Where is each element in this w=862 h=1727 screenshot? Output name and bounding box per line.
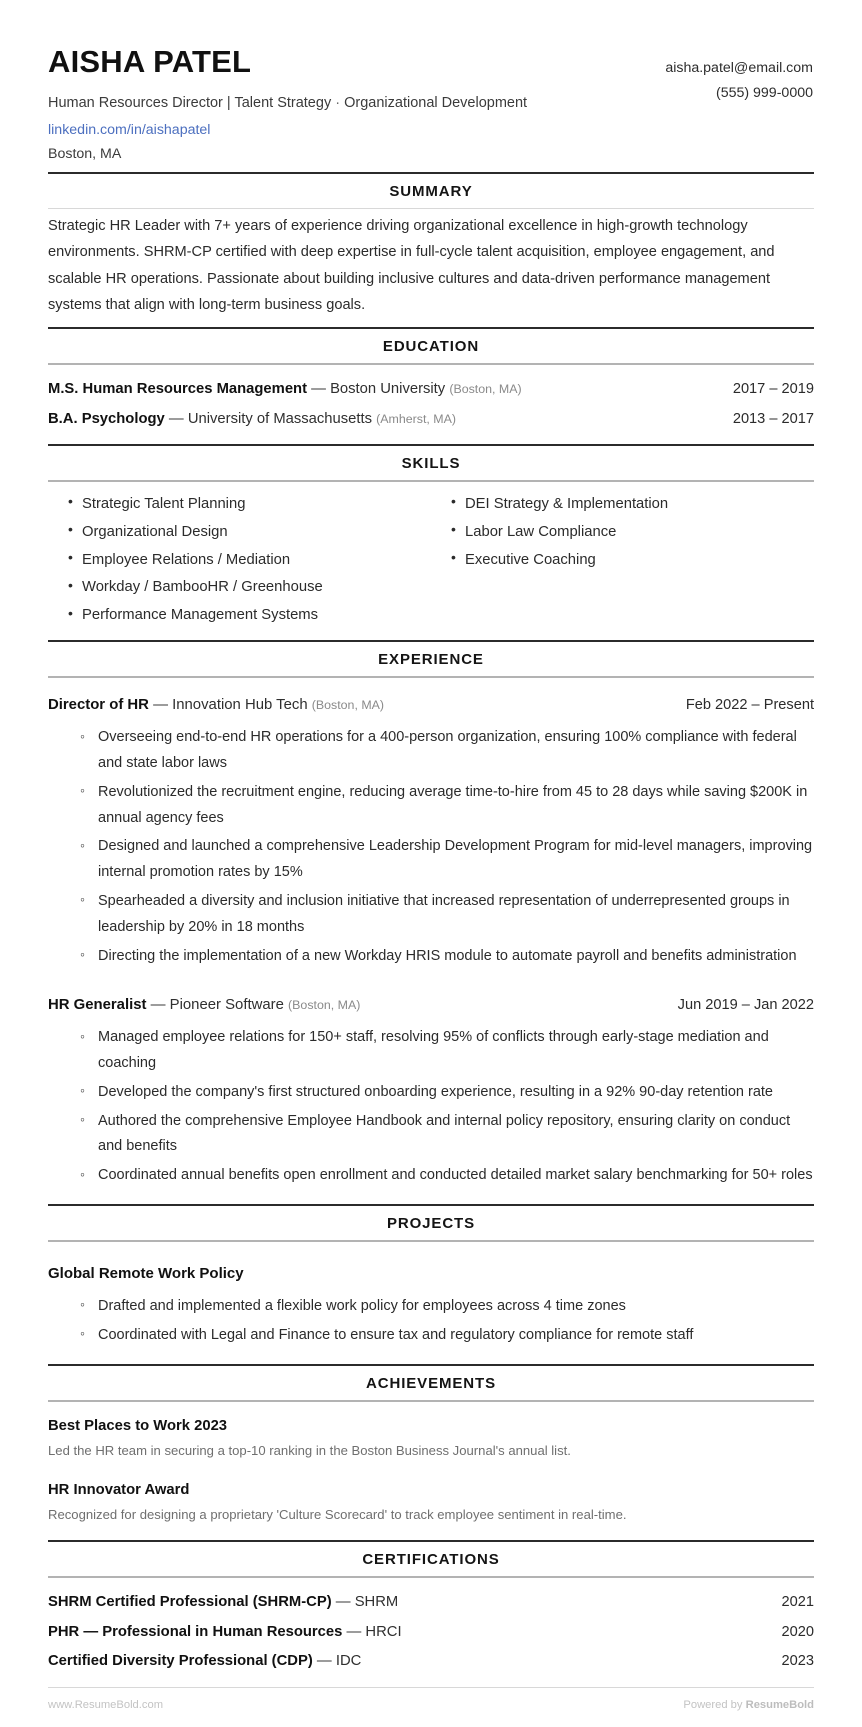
experience-list — [48, 678, 814, 1205]
experience-entry-header — [48, 694, 814, 720]
experience-entry — [48, 688, 814, 975]
headline-separator-pipe: | — [226, 94, 231, 111]
certification-entry — [48, 1588, 814, 1618]
footer-powered-prefix: Powered by — [683, 1698, 746, 1711]
achievement-entry — [48, 1412, 814, 1466]
experience-bullet: ◦ Managed employee relations for 150+ staff, resolving 95% of conflicts through early-stage mediation and coaching — [98, 1024, 814, 1079]
achievement-title: Best Places to Work 2023 — [48, 1418, 228, 1435]
certifications-list — [48, 1578, 814, 1687]
certification-issuer: IDC — [335, 1653, 362, 1670]
experience-bullet: ◦ Directing the implementation of a new Workday HRIS module to automate payroll and benefits administration — [98, 942, 814, 971]
education-degree: B.A. Psychology — [48, 410, 165, 427]
certification-issuer: HRCI — [365, 1623, 402, 1640]
skill-item: • Labor Law Compliance — [465, 518, 814, 546]
certification-name: PHR — Professional in Human Resources — [48, 1623, 343, 1640]
education-entry — [48, 405, 814, 435]
candidate-headline — [48, 93, 665, 114]
skills-column-left — [48, 490, 431, 630]
experience-entry-header — [48, 994, 814, 1020]
contact-email[interactable]: aisha.patel@email.com — [665, 60, 813, 76]
education-date: 2017 – 2019 — [732, 380, 814, 397]
achievements-list — [48, 1402, 814, 1540]
education-dash: — — [311, 380, 326, 397]
section-title-skills: SKILLS — [401, 455, 461, 473]
experience-role: Director of HR — [48, 696, 149, 713]
certification-dash: — — [316, 1653, 332, 1670]
skill-item: • Employee Relations / Mediation — [82, 546, 431, 574]
achievement-description: Led the HR team in securing a top-10 ranking in the Boston Business Journal's annual list. — [48, 1442, 571, 1458]
header-contact — [665, 44, 814, 106]
education-list — [48, 365, 814, 444]
page-footer — [48, 1688, 814, 1727]
footer-powered-by — [683, 1699, 814, 1711]
headline-part-1: Human Resources Director — [48, 94, 223, 111]
certification-name: SHRM Certified Professional (SHRM-CP) — [48, 1593, 332, 1610]
experience-bullet: ◦ Authored the comprehensive Employee Handbook and internal policy repository, ensuring clarity on conduct and benefits — [98, 1107, 814, 1162]
experience-location: (Boston, MA) — [288, 997, 361, 1012]
achievement-title: HR Innovator Award — [48, 1481, 190, 1498]
education-dash: — — [168, 410, 184, 427]
linkedin-line — [48, 121, 665, 139]
education-location: (Amherst, MA) — [376, 411, 456, 426]
certification-entry-main — [48, 1591, 764, 1615]
project-title: Global Remote Work Policy — [48, 1265, 244, 1283]
header-identity — [48, 44, 665, 162]
skill-item: • Performance Management Systems — [82, 602, 431, 630]
projects-list — [48, 1242, 814, 1364]
certification-issuer: SHRM — [354, 1593, 399, 1610]
certification-date: 2023 — [781, 1653, 814, 1670]
section-title-achievements: ACHIEVEMENTS — [366, 1375, 496, 1393]
experience-location: (Boston, MA) — [311, 697, 385, 712]
experience-entry — [48, 988, 814, 1195]
headline-part-3: Organizational Development — [344, 94, 528, 111]
project-entry — [48, 1252, 814, 1354]
footer-website[interactable]: www.ResumeBold.com — [48, 1698, 164, 1711]
education-date: 2013 – 2017 — [732, 410, 814, 427]
skills-column-right — [431, 490, 814, 630]
experience-dash: — — [153, 696, 168, 713]
education-location: (Boston, MA) — [449, 381, 522, 396]
certification-dash: — — [335, 1593, 351, 1610]
achievement-spacer — [48, 1466, 814, 1476]
section-title-summary: SUMMARY — [389, 182, 473, 200]
skill-item: • Strategic Talent Planning — [82, 490, 431, 518]
skill-item: • Executive Coaching — [465, 546, 814, 574]
skills-columns — [48, 482, 814, 640]
certification-entry-main — [48, 1621, 764, 1645]
experience-title-line — [48, 694, 670, 718]
certification-entry — [48, 1647, 814, 1677]
project-bullets — [48, 1292, 814, 1350]
experience-bullet: ◦ Coordinated annual benefits open enrollment and conducted detailed market salary benchmarking for 50+ roles — [98, 1162, 814, 1191]
experience-bullet: ◦ Spearheaded a diversity and inclusion initiative that increased representation of underrepresented groups in leadership by 20% in 18 months — [98, 887, 814, 942]
section-title-projects: PROJECTS — [386, 1215, 476, 1233]
education-entry-main — [48, 378, 715, 402]
education-school: Boston University — [330, 380, 446, 397]
section-title-certifications: CERTIFICATIONS — [362, 1550, 500, 1568]
experience-date: Feb 2022 – Present — [685, 696, 814, 713]
experience-bullet: ◦ Designed and launched a comprehensive Leadership Development Program for mid-level managers, improving internal promotion rates by 15% — [98, 833, 814, 888]
achievement-description: Recognized for designing a proprietary 'Culture Scorecard' to track employee sentiment in real-time. — [48, 1506, 627, 1522]
skill-item: • Workday / BambooHR / Greenhouse — [82, 574, 431, 602]
achievement-entry — [48, 1476, 814, 1530]
candidate-name: AISHA PATEL — [48, 44, 252, 79]
experience-company: Innovation Hub Tech — [172, 696, 308, 713]
project-bullet: ◦ Drafted and implemented a flexible work policy for employees across 4 time zones — [98, 1292, 814, 1321]
experience-date: Jun 2019 – Jan 2022 — [677, 996, 814, 1013]
experience-bullets — [48, 724, 814, 971]
certification-entry-main — [48, 1650, 764, 1674]
certification-date: 2021 — [781, 1593, 814, 1610]
certification-entry — [48, 1618, 814, 1648]
experience-dash: — — [150, 996, 166, 1013]
section-title-education: EDUCATION — [382, 337, 480, 355]
education-entry-main — [48, 408, 715, 432]
experience-spacer — [48, 975, 814, 988]
experience-bullet: ◦ Overseeing end-to-end HR operations for a 400-person organization, ensuring 100% compliance with federal and state labor laws — [98, 724, 814, 779]
summary-text: Strategic HR Leader with 7+ years of experience driving organizational excellence in high-growth technology environments. SHRM-CP certified with deep expertise in full-cycle talent acquisition, employee engagement, and scalable HR operations. Passionate about building inclusive cultures and data-driven performance management systems that align with long-term business goals. — [48, 217, 775, 314]
experience-title-line — [48, 994, 662, 1018]
experience-role: HR Generalist — [48, 996, 147, 1013]
education-school: University of Massachusetts — [187, 410, 373, 427]
experience-bullets — [48, 1024, 814, 1191]
skill-item: • DEI Strategy & Implementation — [465, 490, 814, 518]
contact-phone[interactable]: (555) 999-0000 — [715, 84, 813, 101]
education-entry — [48, 375, 814, 405]
project-bullet: ◦ Coordinated with Legal and Finance to ensure tax and regulatory compliance for remote staff — [98, 1321, 814, 1350]
certification-date: 2020 — [781, 1623, 814, 1640]
section-title-experience: EXPERIENCE — [378, 650, 484, 668]
skill-item: • Organizational Design — [82, 518, 431, 546]
candidate-location: Boston, MA — [48, 145, 122, 162]
certification-name: Certified Diversity Professional (CDP) — [48, 1653, 313, 1670]
headline-part-2: Talent Strategy — [234, 94, 332, 111]
education-degree: M.S. Human Resources Management — [48, 380, 308, 397]
certification-dash: — — [346, 1623, 362, 1640]
linkedin-link[interactable]: linkedin.com/in/aishapatel — [48, 121, 211, 138]
footer-brand: ResumeBold — [745, 1698, 814, 1711]
headline-separator-dot: · — [335, 94, 341, 111]
experience-bullet: ◦ Developed the company's first structured onboarding experience, resulting in a 92% 90-day retention rate — [98, 1078, 814, 1107]
resume-header — [48, 44, 814, 172]
experience-bullet: ◦ Revolutionized the recruitment engine, reducing average time-to-hire from 45 to 28 days while saving $200K in annual agency fees — [98, 778, 814, 833]
experience-company: Pioneer Software — [169, 996, 284, 1013]
